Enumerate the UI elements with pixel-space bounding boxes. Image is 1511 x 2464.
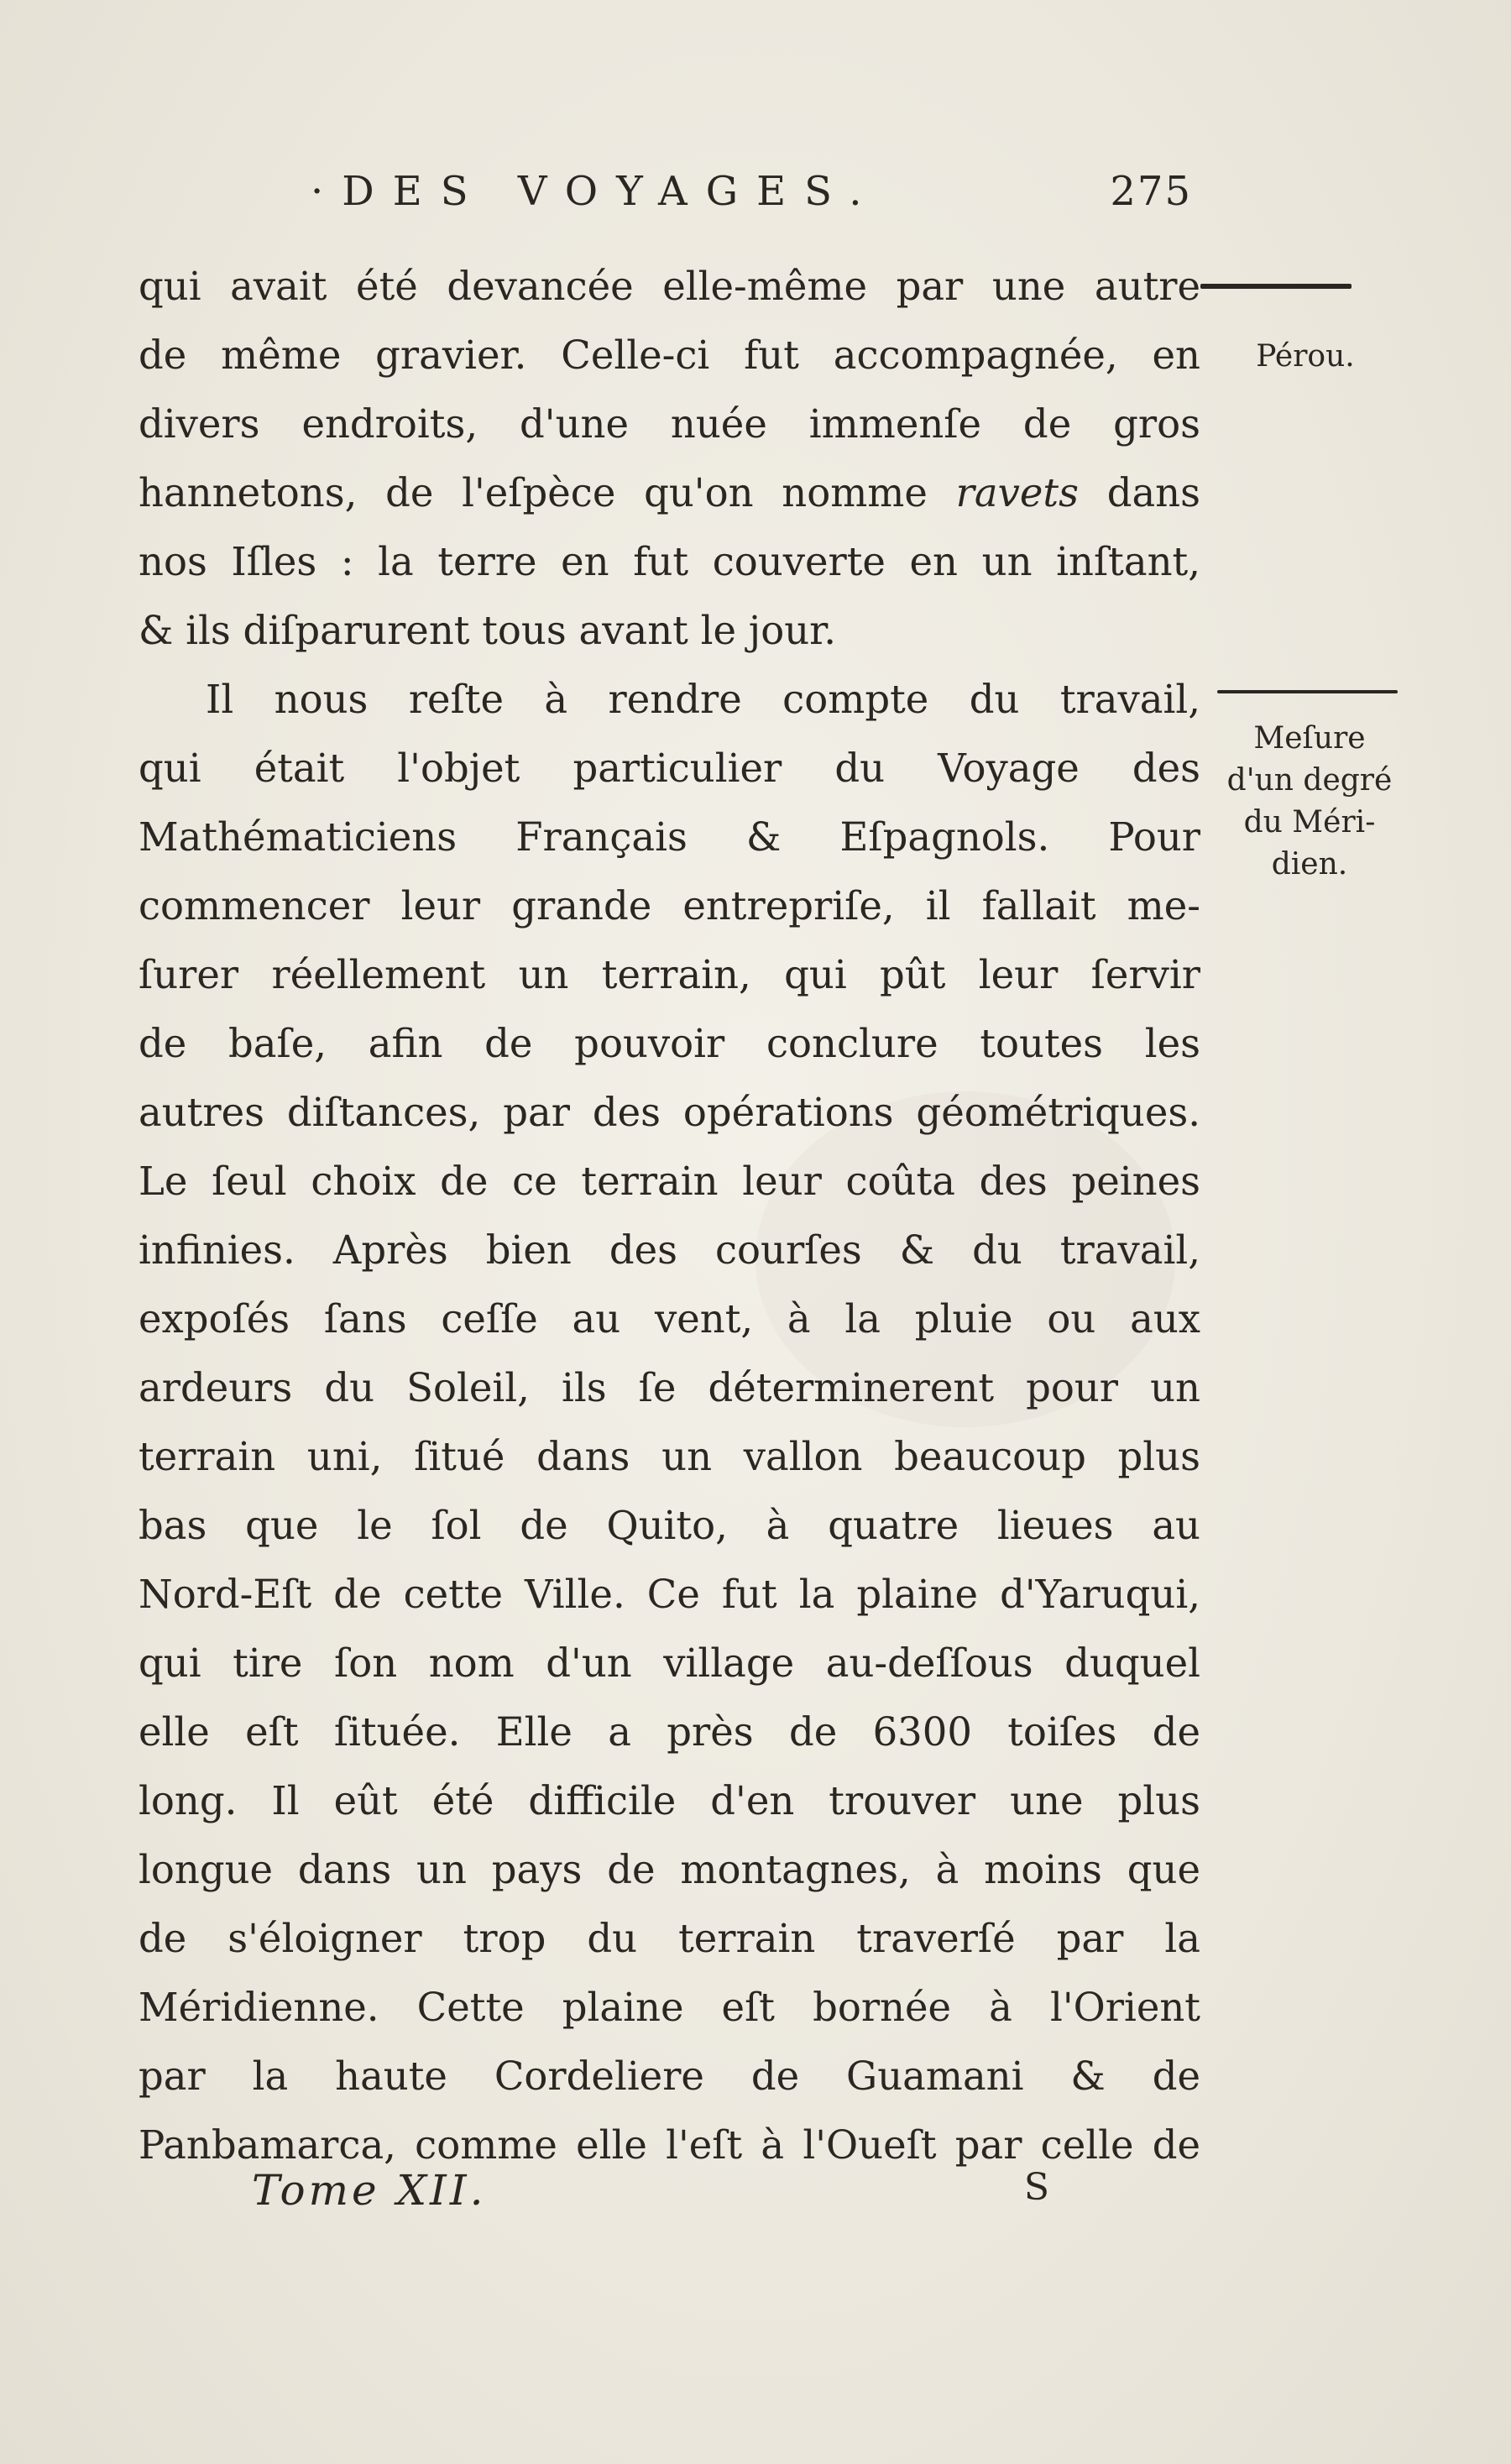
text-line: expoſés ſans ceſſe au vent, à la pluie ou aux: [139, 1296, 1200, 1342]
text-line: Méridienne. Cette plaine eſt bornée à l'Orient: [139, 1985, 1200, 2030]
text-line: divers endroits, d'une nuée immenſe de gros: [139, 401, 1200, 447]
text-line: qui tire ſon nom d'un village au-deſſous duquel: [139, 1640, 1200, 1686]
text-line: Nord-Eſt de cette Ville. Ce fut la plaine d'Yaruqui,: [139, 1572, 1200, 1617]
body-text: [139, 252, 1200, 2179]
text-line: autres diſtances, par des opérations géométriques.: [139, 1090, 1200, 1135]
text-line: commencer leur grande entrepriſe, il fallait me-: [139, 883, 1200, 929]
page-number: 275: [1110, 168, 1192, 215]
italic-word: ravets: [955, 470, 1079, 515]
text-line: de même gravier. Celle-ci fut accompagnée, en: [139, 332, 1200, 378]
text-line: longue dans un pays de montagnes, à moins que: [139, 1847, 1200, 1892]
margin-note-line: Meſure: [1253, 721, 1366, 756]
margin-rule: [1200, 284, 1352, 289]
text-line: bas que le ſol de Quito, à quatre lieues au: [139, 1503, 1200, 1548]
page-footer: [252, 2166, 1049, 2225]
text-line: Il nous reſte à rendre compte du travail,: [206, 677, 1200, 722]
margin-note-line: dien.: [1271, 847, 1348, 881]
text-segment: dans: [1078, 470, 1200, 515]
page-header: [311, 168, 1192, 227]
margin-rule: [1217, 690, 1398, 693]
margin-note-line: d'un degré: [1226, 763, 1393, 798]
text-line: qui avait été devancée elle-même par une autre: [139, 264, 1200, 309]
text-line: qui était l'objet particulier du Voyage des: [139, 745, 1200, 791]
text-line: ardeurs du Soleil, ils ſe déterminerent pour un: [139, 1365, 1200, 1410]
text-segment: hannetons, de l'eſpèce qu'on nomme: [139, 470, 956, 515]
text-line: infinies. Après bien des courſes & du travail,: [139, 1227, 1200, 1273]
running-head: ·DES VOYAGES.: [311, 168, 881, 215]
signature-mark: S: [1023, 2166, 1049, 2209]
text-line: de baſe, afin de pouvoir conclure toutes les: [139, 1021, 1200, 1066]
text-line: elle eſt ſituée. Elle a près de 6300 toiſes de: [139, 1709, 1200, 1755]
text-line-with-italic: [139, 458, 1200, 527]
text-line: nos Iſles : la terre en fut couverte en un inſtant,: [139, 539, 1200, 584]
text-line: Panbamarca, comme elle l'eſt à l'Oueſt par celle de: [139, 2122, 1200, 2168]
margin-note-peru: Pérou.: [1256, 339, 1355, 374]
margin-note-mesure: [1200, 718, 1419, 886]
volume-label: Tome XII.: [252, 2166, 487, 2215]
text-line: ſurer réellement un terrain, qui pût leur ſervir: [139, 952, 1200, 997]
text-line: long. Il eût été difficile d'en trouver une plus: [139, 1778, 1200, 1823]
text-line: par la haute Cordeliere de Guamani & de: [139, 2053, 1200, 2099]
margin-note-line: du Méri-: [1243, 805, 1376, 840]
text-line: terrain uni, ſitué dans un vallon beaucoup plus: [139, 1434, 1200, 1479]
text-line: & ils diſparurent tous avant le jour.: [139, 608, 837, 653]
text-line: Le ſeul choix de ce terrain leur coûta des peines: [139, 1159, 1200, 1204]
text-line: de s'éloigner trop du terrain traverſé par la: [139, 1916, 1200, 1961]
text-line: Mathématiciens Français & Eſpagnols. Pour: [139, 814, 1200, 860]
